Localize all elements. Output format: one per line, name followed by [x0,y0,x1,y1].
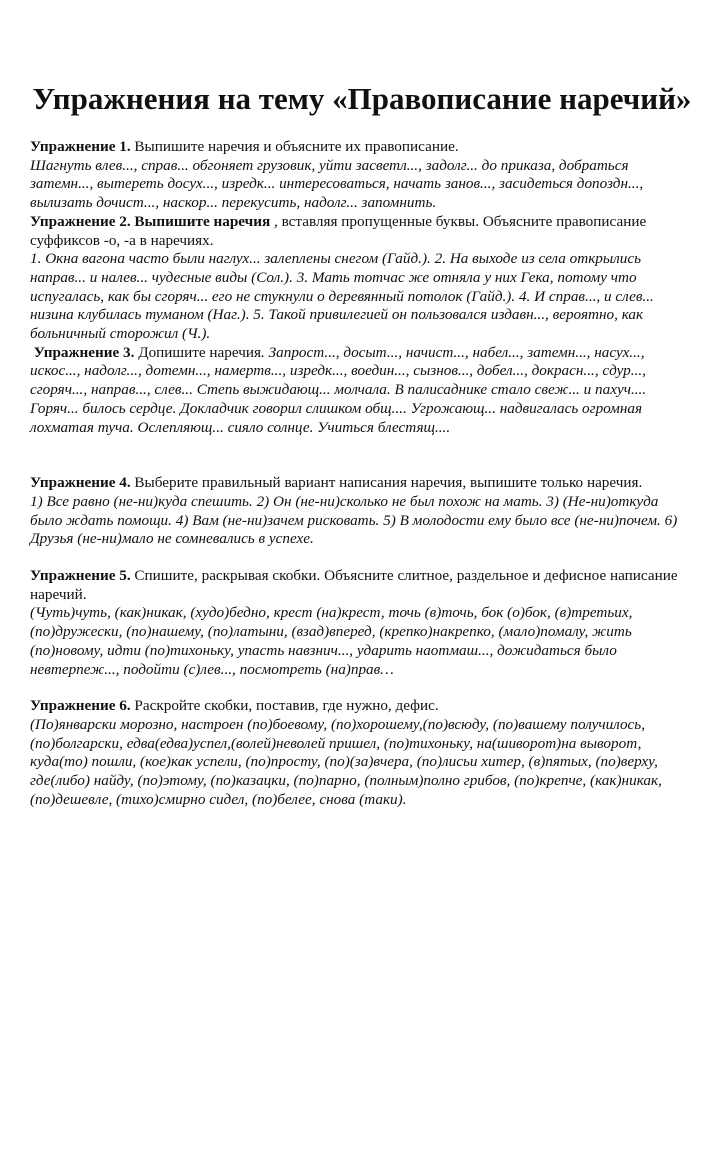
exercise-1-text: Шагнуть влев..., справ... обгоняет грузовик, уйти засветл..., задолг... до приказа, добраться затемн..., вытереть досух..., изредк... интересоваться, начать занов..., засидеться допоздн..., вылизать дочист..., наскор... перекусить, надолг... запомнить. [30,156,644,212]
exercise-6 [30,697,694,809]
exercise-3-label: Упражнение 3. [33,343,135,361]
exercise-6-label: Упражнение 6. [30,697,131,715]
document-title: Упражнения на тему «Правописание наречий» [32,81,692,116]
exercise-6-text: (По)январски морозно, настроен (по)боевому, (по)хорошему,(по)всюду, (по)вашему получилось, (по)болгарски, едва(едва)успел,(волей)неволей пришел, (по)тихоньку, на(шиворот)на выворот, куда(то) пошли, (кое)как успели, (по)просту, (по)(за)вчера, (по)лисьи хитер, (в)пятых, (по)верху, где(либо) найду, (по)этому, (по)казацки, (по)парно, (полным)полно грибов, (по)крепче, (как)никак, (по)дешевле, (тихо)смирно сидел, (по)белее, снова (таки). [30,715,662,808]
exercise-2 [30,213,694,344]
exercise-4-text: 1) Все равно (не-ни)куда спешить. 2) Он (не-ни)сколько не был похож на мать. 3) (Не-ни)откуда было ждать помощи. 4) Вам (не-ни)зачем рисковать. 5) В молодости ему было все (не-ни)почем. 6) Друзья (не-ни)мало не сомневались в успехе. [30,492,678,548]
exercise-4-instruction: Выберите правильный вариант написания наречия, выпишите только наречия. [130,474,643,492]
exercise-2-instruction: , вставляя пропущенные буквы. Объясните правописание суффиксов -о, -а в наречиях. [30,212,647,249]
exercise-5-label: Упражнение 5. [30,567,131,585]
spacer [30,679,694,697]
exercise-3-instruction: Допишите наречия [134,343,262,361]
exercise-3-text: . Запрост..., досыт..., начист..., набел..., затемн..., насух..., искос..., надолг..., дотемн..., намертв..., изредк..., воедин..., сызнов..., добел..., докрасн..., сдур..., сгоряч..., направ..., слев... Степь выжидающ... молчала. В палисаднике стало свеж... и пахуч.... Горяч... билось сердце. Докладчик говорил слишком общ.... Угрожающ... надвигалась огромная лохматая туча. Ослепляющ... сияло солнце. Учиться блестящ.... [30,343,647,436]
exercise-1 [30,138,694,213]
spacer [30,549,694,567]
exercise-5-text: (Чуть)чуть, (как)никак, (худо)бедно, крест (на)крест, точь (в)точь, бок (о)бок, (в)третьих, (по)дружески, (по)нашему, (по)латыни, (взад)вперед, (крепко)накрепко, (мало)помалу, жить (по)новому, идти (по)тихоньку, упасть навзнич..., ударить наотмаш..., дожидаться было невтерпеж..., подойти (с)лев..., посмотреть (на)прав… [30,604,633,678]
spacer [30,437,694,474]
exercise-1-instruction: Выпишите наречия и объясните их правописание. [130,138,459,155]
exercises-body [30,138,694,810]
exercise-4 [30,474,694,549]
exercise-2-text: 1. Окна вагона часто были наглух... залеплены снегом (Гайд.). 2. На выходе из села открылись направ... и налев... чудесные виды (Сол.). 3. Мать тотчас же отняла у них Гека, потому что испугалась, как бы сгоряч... его не стукнули о деревянный потолок (Гайд.). 4. И справ..., и слев... низина клубилась туманом (Наг.). 5. Такой привилегией он пользовался издавн..., вероятно, как больничный сторожил (Ч.). [30,250,654,343]
exercise-2-label: Упражнение 2. Выпишите наречия [30,212,271,230]
exercise-6-instruction: Раскройте скобки, поставив, где нужно, дефис. [130,697,439,715]
exercise-4-label: Упражнение 4. [30,474,131,492]
exercise-1-label: Упражнение 1. [30,138,131,155]
exercise-5 [30,567,694,679]
exercise-3 [30,344,694,438]
exercise-5-instruction: Спишите, раскрывая скобки. Объясните слитное, раздельное и дефисное написание наречий. [30,567,678,603]
